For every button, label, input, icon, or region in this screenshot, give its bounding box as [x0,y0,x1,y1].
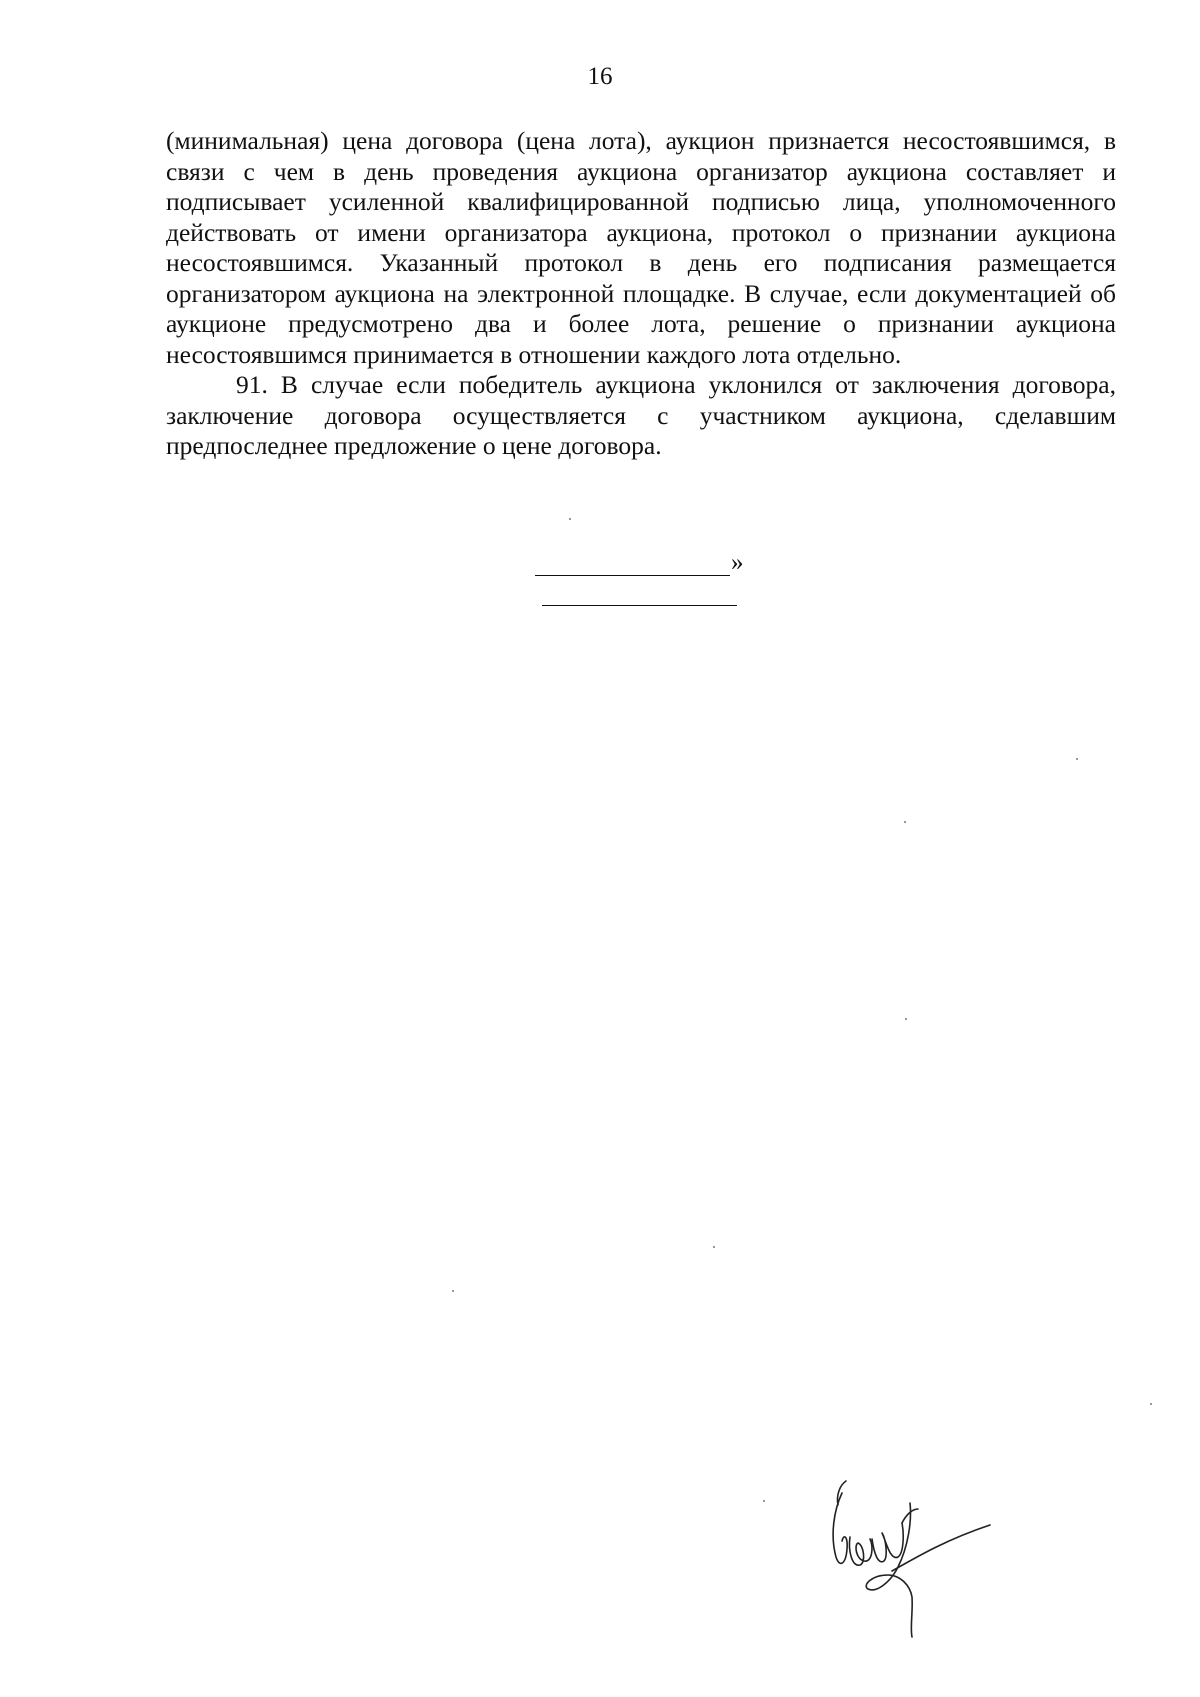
scan-speck [452,1290,454,1292]
scan-speck [905,1018,907,1020]
closing-quote: » [731,549,744,576]
end-line-top [535,575,730,576]
page-number: 16 [587,63,613,90]
scan-speck [763,1500,765,1502]
scan-speck [713,1246,715,1248]
scan-speck [1150,1403,1152,1405]
paragraph-continuation: (минимальная) цена договора (цена лота), аукцион признается несостоявшимся, в связи с чем в день проведения аукциона организатор аукциона составляет и подписывает усиленной квалифицированной подписью лица, уполномоченного действовать от имени организатора аукциона, протокол о признании аукциона несостоявшимся. Указанный протокол в день его подписания размещается организатором аукциона на электронной площадке. В случае, если документацией об аукционе предусмотрено два и более лота, решение о признании аукциона несостоявшимся принимается в отношении каждого лота отдельно. [166,126,1116,369]
scan-speck [569,518,571,520]
scan-speck [904,821,906,823]
document-body [166,126,1116,462]
scan-speck [1076,758,1078,760]
end-of-text-mark [535,550,755,578]
handwritten-signature [820,1475,1000,1645]
end-line-bottom [542,605,737,606]
paragraph-91: 91. В случае если победитель аукциона уклонился от заключения договора, заключение договора осуществляется с участником аукциона, сделавшим предпоследнее предложение о цене договора. [166,370,1116,460]
